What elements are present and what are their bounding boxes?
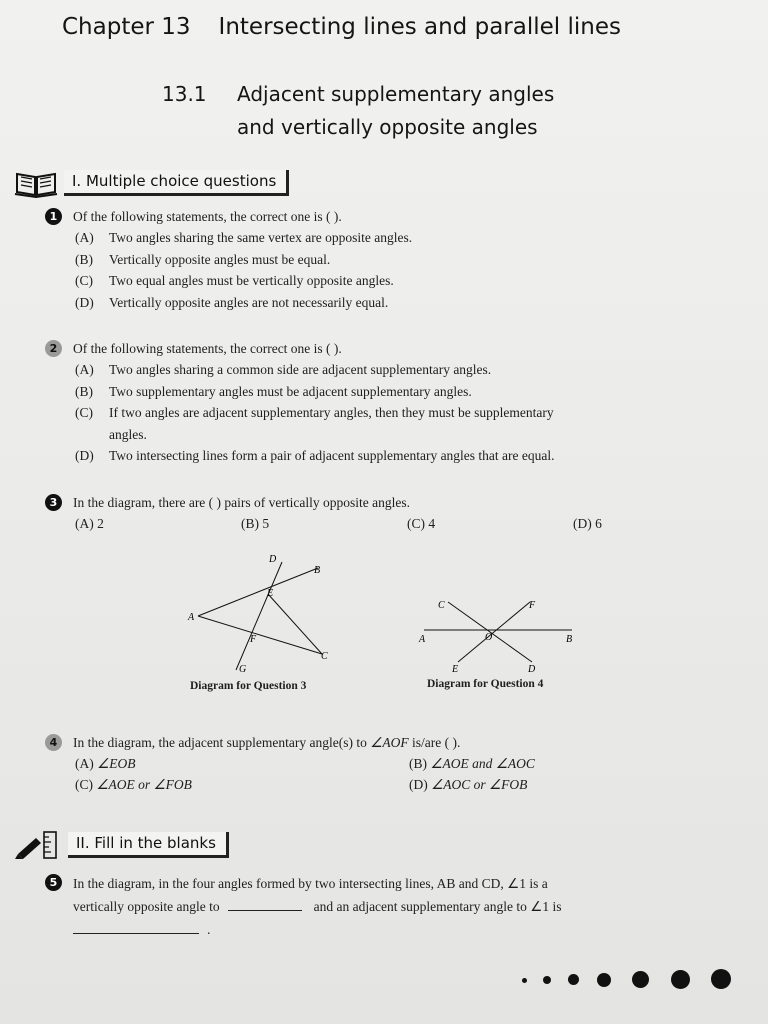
diagram-question-3	[180, 552, 350, 682]
chapter-number: Chapter 13	[62, 14, 191, 40]
option-a: (A) Two angles sharing the same vertex are opposite angles.	[75, 230, 413, 245]
decorative-dots	[510, 966, 768, 994]
question-2	[45, 338, 735, 467]
option-b: (B) ∠AOE and ∠AOC	[409, 756, 535, 771]
question-stem: Of the following statements, the correct one is ( ).	[73, 341, 342, 356]
part2-label: II. Fill in the blanks	[68, 832, 229, 858]
question-stem: Of the following statements, the correct one is ( ).	[73, 209, 342, 224]
option-b: (B) Vertically opposite angles must be equal.	[75, 251, 331, 267]
option-c: (C) 4	[407, 516, 436, 531]
option-c-continued: angles.	[109, 426, 147, 442]
question-1	[45, 206, 735, 313]
option-c: (C) Two equal angles must be vertically opposite angles.	[75, 273, 394, 288]
diagram-caption-q4: Diagram for Question 4	[427, 678, 544, 690]
chapter-heading	[62, 14, 742, 40]
question-number-badge: 4	[45, 734, 62, 751]
answer-blank-1[interactable]	[228, 898, 302, 911]
question-number-badge: 5	[45, 874, 62, 891]
point-label-a: A	[188, 612, 195, 623]
line-ab	[198, 568, 318, 616]
section-title-line-1: Adjacent supplementary angles	[237, 82, 555, 106]
question-stem: In the diagram, there are ( ) pairs of vertically opposite angles.	[73, 495, 410, 510]
diagram-caption-q3: Diagram for Question 3	[190, 680, 307, 692]
option-b: (B) Two supplementary angles must be adjacent supplementary angles.	[75, 383, 472, 399]
diagram-question-4	[412, 590, 582, 680]
point-label-d: D	[269, 554, 277, 565]
point-label-c: C	[438, 600, 445, 611]
open-book-icon	[14, 168, 58, 198]
option-d: (D) ∠AOC or ∠FOB	[409, 777, 528, 792]
chapter-title: Intersecting lines and parallel lines	[218, 14, 621, 40]
section-title-line-2: and vertically opposite angles	[237, 115, 538, 139]
part2-heading	[10, 832, 229, 858]
point-label-c: C	[321, 651, 328, 662]
line-dg	[236, 562, 282, 670]
point-label-g: G	[239, 664, 247, 675]
option-a: (A) 2	[75, 516, 104, 531]
question-number-badge: 1	[45, 208, 62, 225]
option-b: (B) 5	[241, 516, 270, 531]
point-label-f: F	[250, 634, 257, 645]
point-label-d: D	[528, 664, 536, 675]
dot	[711, 969, 731, 989]
option-d: (D) Two intersecting lines form a pair of adjacent supplementary angles that are equal.	[75, 448, 555, 463]
option-c: (C) If two angles are adjacent supplementary angles, then they must be supplementary	[75, 405, 554, 420]
point-label-o: O	[485, 632, 493, 643]
point-label-f: F	[529, 600, 536, 611]
section-number: 13.1	[162, 82, 207, 106]
pen-and-ruler-icon	[10, 830, 62, 860]
question-number-badge: 3	[45, 494, 62, 511]
point-label-e: E	[267, 588, 274, 599]
answer-blank-2[interactable]	[73, 921, 199, 934]
point-label-b: B	[314, 565, 321, 576]
dot	[568, 974, 579, 985]
part1-heading	[14, 170, 289, 196]
point-label-b: B	[566, 634, 573, 645]
question-number-badge: 2	[45, 340, 62, 357]
option-a: (A) ∠EOB	[75, 756, 136, 771]
dot	[597, 973, 611, 987]
dot	[522, 978, 527, 983]
question-5: 5 In the diagram, in the four angles formed by two intersecting lines, AB and CD, ∠1 is a vertically opposite angle to and an adjacent supplementary angle to ∠1 is .	[45, 872, 735, 941]
question-3	[45, 492, 735, 534]
question-4: 4 In the diagram, the adjacent supplementary angle(s) to ∠AOF is/are ( ). (A) ∠EOB (B) ∠AOE and ∠AOC (C) ∠AOE or ∠FOB (D) ∠AOC or ∠FOB	[45, 732, 735, 795]
option-a: (A) Two angles sharing a common side are adjacent supplementary angles.	[75, 362, 492, 377]
option-d: (D) Vertically opposite angles are not necessarily equal.	[75, 294, 389, 310]
line-ec	[268, 594, 322, 654]
point-label-a: A	[419, 634, 426, 645]
point-label-e: E	[452, 664, 459, 675]
option-c: (C) ∠AOE or ∠FOB	[75, 777, 192, 792]
options-row	[45, 513, 735, 534]
part1-label: I. Multiple choice questions	[64, 170, 289, 196]
dot	[671, 970, 690, 989]
dot	[632, 971, 649, 988]
section-heading	[162, 78, 554, 144]
option-d: (D) 6	[573, 516, 602, 531]
line-ac	[198, 616, 322, 654]
dot	[543, 976, 551, 984]
